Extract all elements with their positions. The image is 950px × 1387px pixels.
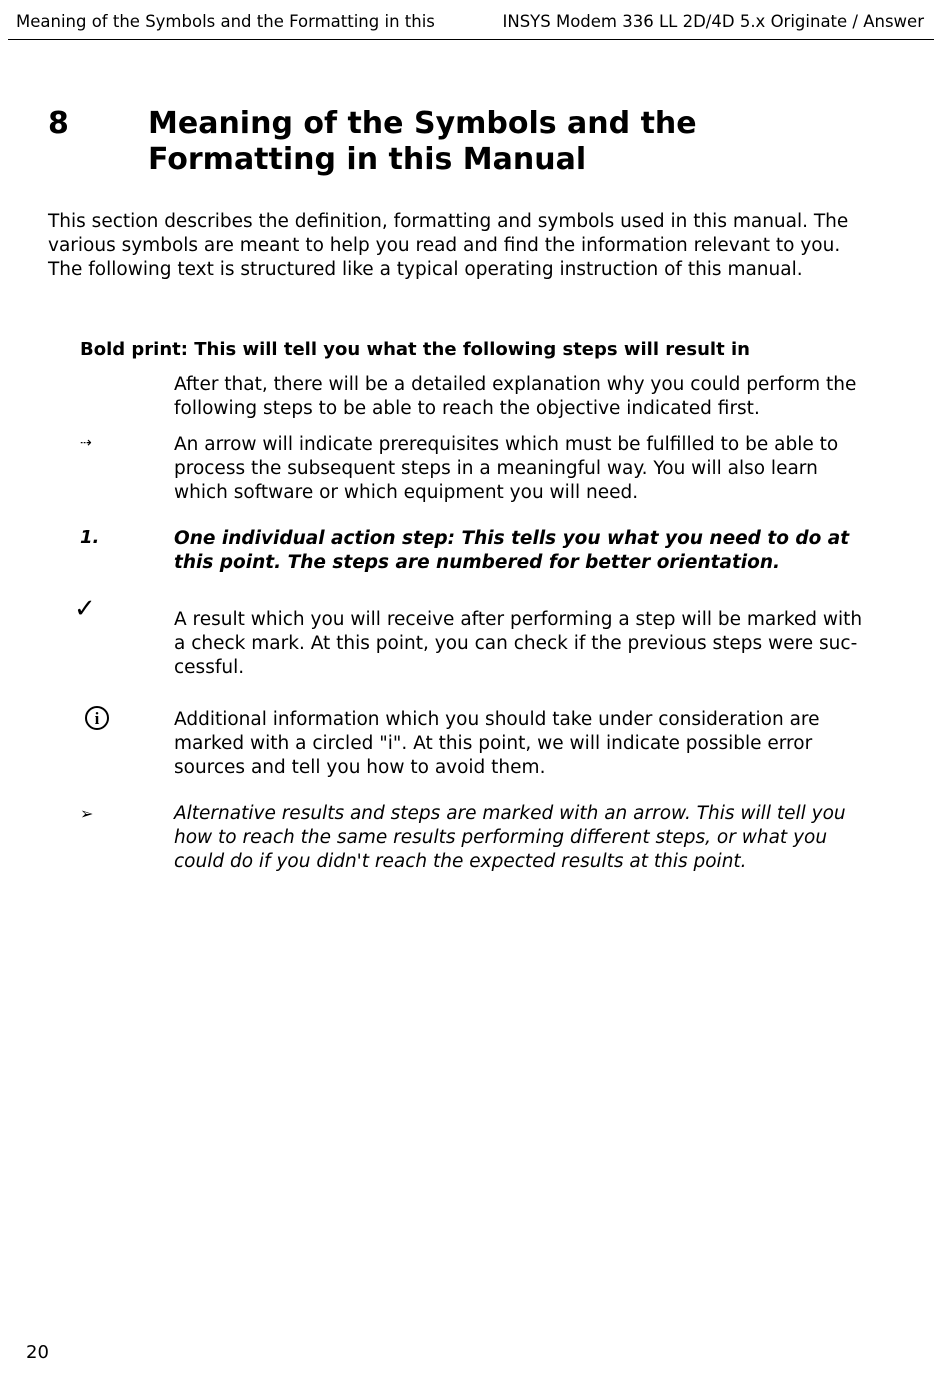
chapter-title: Meaning of the Symbols and the Formatting in this Manual [148, 106, 697, 177]
intro-paragraph: This section describes the definition, formatting and symbols used in this manual. The various symbols are meant to help you read and find the information relevant to you. The following text is structured like a typical operating instruction of this manual. [48, 211, 849, 280]
info-text: Additional information which you should take under consideration are marked with a circled "i". At this point, we will indicate possible error sources and tell you how to avoid them. [174, 709, 820, 778]
header-section-title: Meaning of the Symbols and the Formatting in this [16, 12, 435, 31]
step-number: 1. [80, 527, 100, 548]
bold-print-heading: Bold print: This will tell you what the following steps will result in [80, 339, 750, 360]
arrowhead-icon: ➢ [80, 804, 94, 823]
svg-text:i: i [94, 709, 100, 728]
header-product-title: INSYS Modem 336 LL 2D/4D 5.x Originate / Answer [502, 12, 924, 31]
dotted-arrow-icon: ⇢ [80, 435, 92, 451]
alternative-text: Alternative results and steps are marked with an arrow. This will tell you how to reach the same results performing different steps, or what you could do if you didn't reach the expected results at this point. [174, 803, 846, 872]
explanation-text: After that, there will be a detailed explanation why you could perform the following steps to be able to reach the objective indicated first. [174, 374, 857, 419]
check-mark-icon: ✓ [74, 594, 96, 624]
page-number: 20 [26, 1342, 49, 1363]
prerequisite-text: An arrow will indicate prerequisites which must be fulfilled to be able to process the subsequent steps in a meaningful way. You will also learn which software or which equipment you will need. [174, 434, 839, 503]
action-step-text: One individual action step: This tells you what you need to do at this point. The steps are numbered for better orientation. [174, 528, 850, 573]
chapter-number: 8 [48, 106, 69, 141]
info-circle-icon [84, 705, 124, 736]
result-text: A result which you will receive after performing a step will be marked with a check mark. At this point, you can check if the previous steps were suc-cessful. [174, 609, 863, 678]
page-header [8, 10, 934, 40]
